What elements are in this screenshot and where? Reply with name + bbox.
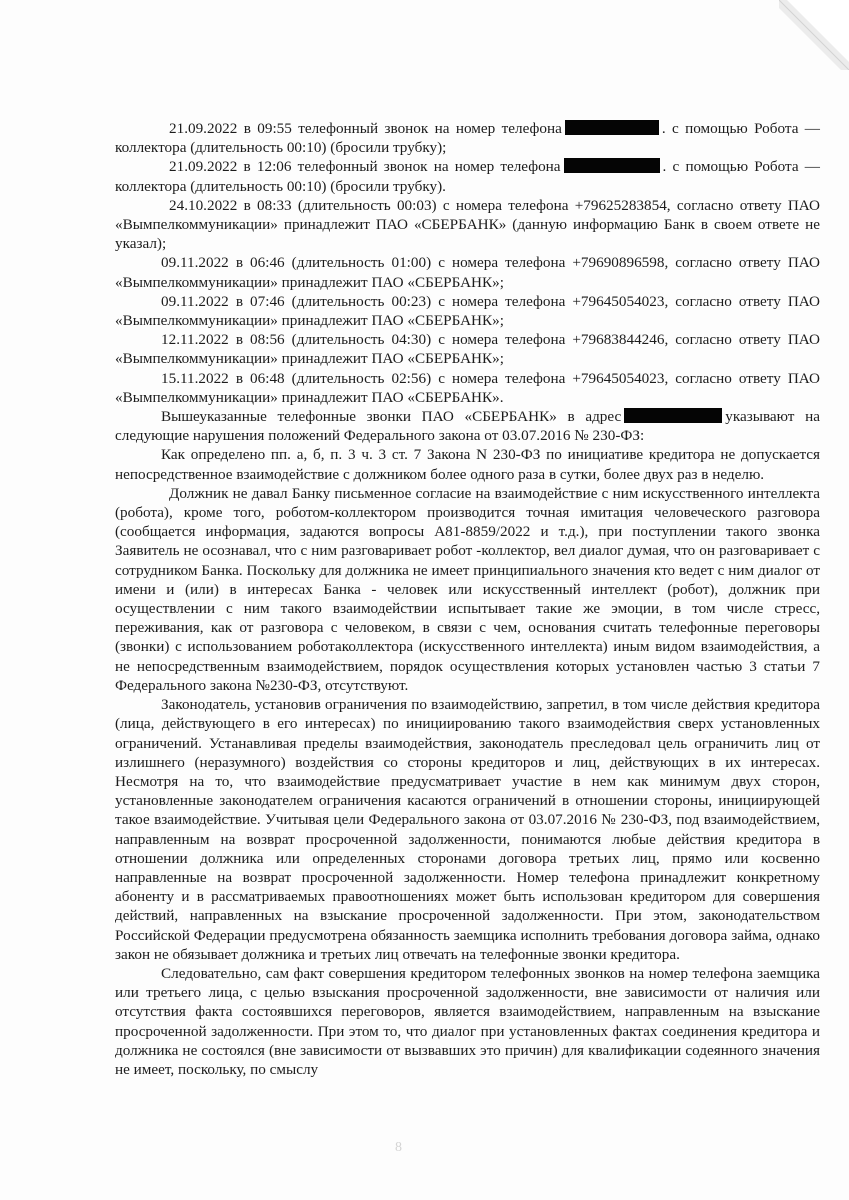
call-entry-4: 09.11.2022 в 06:46 (длительность 01:00) с номера телефона +79690896598, согласно ответу ПАО «Вымпелкоммуникации» принадлежит ПАО «СБЕРБАНК»; <box>115 254 820 291</box>
folded-corner <box>779 0 849 70</box>
paragraph-2: Должник не давал Банку письменное согласие на взаимодействие с ним искусственного интеллекта (робота), кроме того, роботом-коллектором производится точная имитация человеческого разговора (сообщается информация, задаются вопросы А81-8859/2022 и т.д.), при поступлении такого звонка Заявитель не осознавал, что с ним разговаривает робот -коллектор, вел диалог думая, что он разговаривает с сотрудником Банка. Поскольку для должника не имеет принципиального значения кто ведет с ним диалог от имени и (или) в интересах Банка - человек или искусственный интеллект (робот), должник при осуществлении с ним такого взаимодействии испытывает такие же эмоции, в том числе стресс, переживания, как от разговора с человеком, в связи с чем, основания считать телефонные переговоры (звонки) с использованием роботаколлектора (искусственного интеллекта) иным видом взаимодействия, а не непосредственным взаимодействием, порядок осуществления которых установлен частью 3 статьи 7 Федерального закона №230-ФЗ, отсутствуют. <box>115 484 820 694</box>
faint-mark: 8 <box>395 1140 402 1155</box>
call-entry-2: 21.09.2022 в 12:06 телефонный звонок на номер телефона . с помощью Робота — коллектора (длительность 00:10) (бросили трубку). <box>115 158 820 195</box>
paragraph-4: Следовательно, сам факт совершения кредитором телефонных звонков на номер телефона заемщика или третьего лица, с целью взыскания просроченной задолженности, вне зависимости от наличия или отсутствия факта состоявшихся переговоров, является взаимодействием, направленным на взыскание просроченной задолженности. При этом то, что диалог при установленных фактах соединения кредитора и должника не состоялся (вне зависимости от вызвавших это причин) для квалификации содеянного значения не имеет, поскольку, по смыслу <box>115 964 820 1078</box>
paragraph-3: Законодатель, установив ограничения по взаимодействию, запретил, в том числе действия кредитора (лица, действующего в его интересах) по инициированию такого взаимодействия сверх установленных ограничений. Устанавливая пределы взаимодействия, законодатель преследовал цель ограничить лиц от излишнего (неразумного) воздействия со стороны кредиторов и лиц, действующих в их интересах. Несмотря на то, что взаимодействие предусматривает участие в нем как минимум двух сторон, установленные законодателем ограничения касаются ограничений в отношении стороны, инициирующей такое взаимодействие. Учитывая цели Федерального закона от 03.07.2016 № 230-ФЗ, под взаимодействием, направленным на возврат просроченной задолженности, понимаются любые действия кредитора в отношении должника или определенных сторонами договора третьих лиц, прямо или косвенно направленные на возврат просроченной задолженности. Номер телефона принадлежит конкретному абоненту и в рассматриваемых правоотношениях может быть использован кредитором для совершения действий, направленных на взыскание просроченной задолженности. При этом, законодательством Российской Федерации предусмотрена обязанность заемщика исполнить требования договора займа, однако закон не обязывает должника и третьих лиц отвечать на телефонные звонки кредитора. <box>115 696 820 963</box>
document-body <box>115 119 820 1079</box>
call-entry-6: 12.11.2022 в 08:56 (длительность 04:30) с номера телефона +79683844246, согласно ответу ПАО «Вымпелкоммуникации» принадлежит ПАО «СБЕРБАНК»; <box>115 331 820 368</box>
redacted-phone <box>565 120 659 135</box>
call-entry-7: 15.11.2022 в 06:48 (длительность 02:56) с номера телефона +79645054023, согласно ответу ПАО «Вымпелкоммуникации» принадлежит ПАО «СБЕРБАНК». <box>115 369 820 406</box>
call-entry-5: 09.11.2022 в 07:46 (длительность 00:23) с номера телефона +79645054023, согласно ответу ПАО «Вымпелкоммуникации» принадлежит ПАО «СБЕРБАНК»; <box>115 292 820 330</box>
call-entry-1: 21.09.2022 в 09:55 телефонный звонок на номер телефона . с помощью Робота — коллектора (длительность 00:10) (бросили трубку); <box>115 120 820 157</box>
redacted-phone <box>564 158 660 173</box>
summary-paragraph: Вышеуказанные телефонные звонки ПАО «СБЕРБАНК» в адрес указывают на следующие нарушения положений Федерального закона от 03.07.2016 № 230-ФЗ: <box>115 408 820 445</box>
redacted-address <box>624 408 722 423</box>
call-entry-3: 24.10.2022 в 08:33 (длительность 00:03) с номера телефона +79625283854, согласно ответу ПАО «Вымпелкоммуникации» принадлежит ПАО «СБЕРБАНК» (данную информацию Банк в своем ответе не указал); <box>115 196 820 253</box>
paragraph-1: Как определено пп. а, б, п. 3 ч. 3 ст. 7 Закона N 230-ФЗ по инициативе кредитора не допускается непосредственное взаимодействие с должником более одного раза в сутки, более двух раз в неделю. <box>115 446 820 483</box>
